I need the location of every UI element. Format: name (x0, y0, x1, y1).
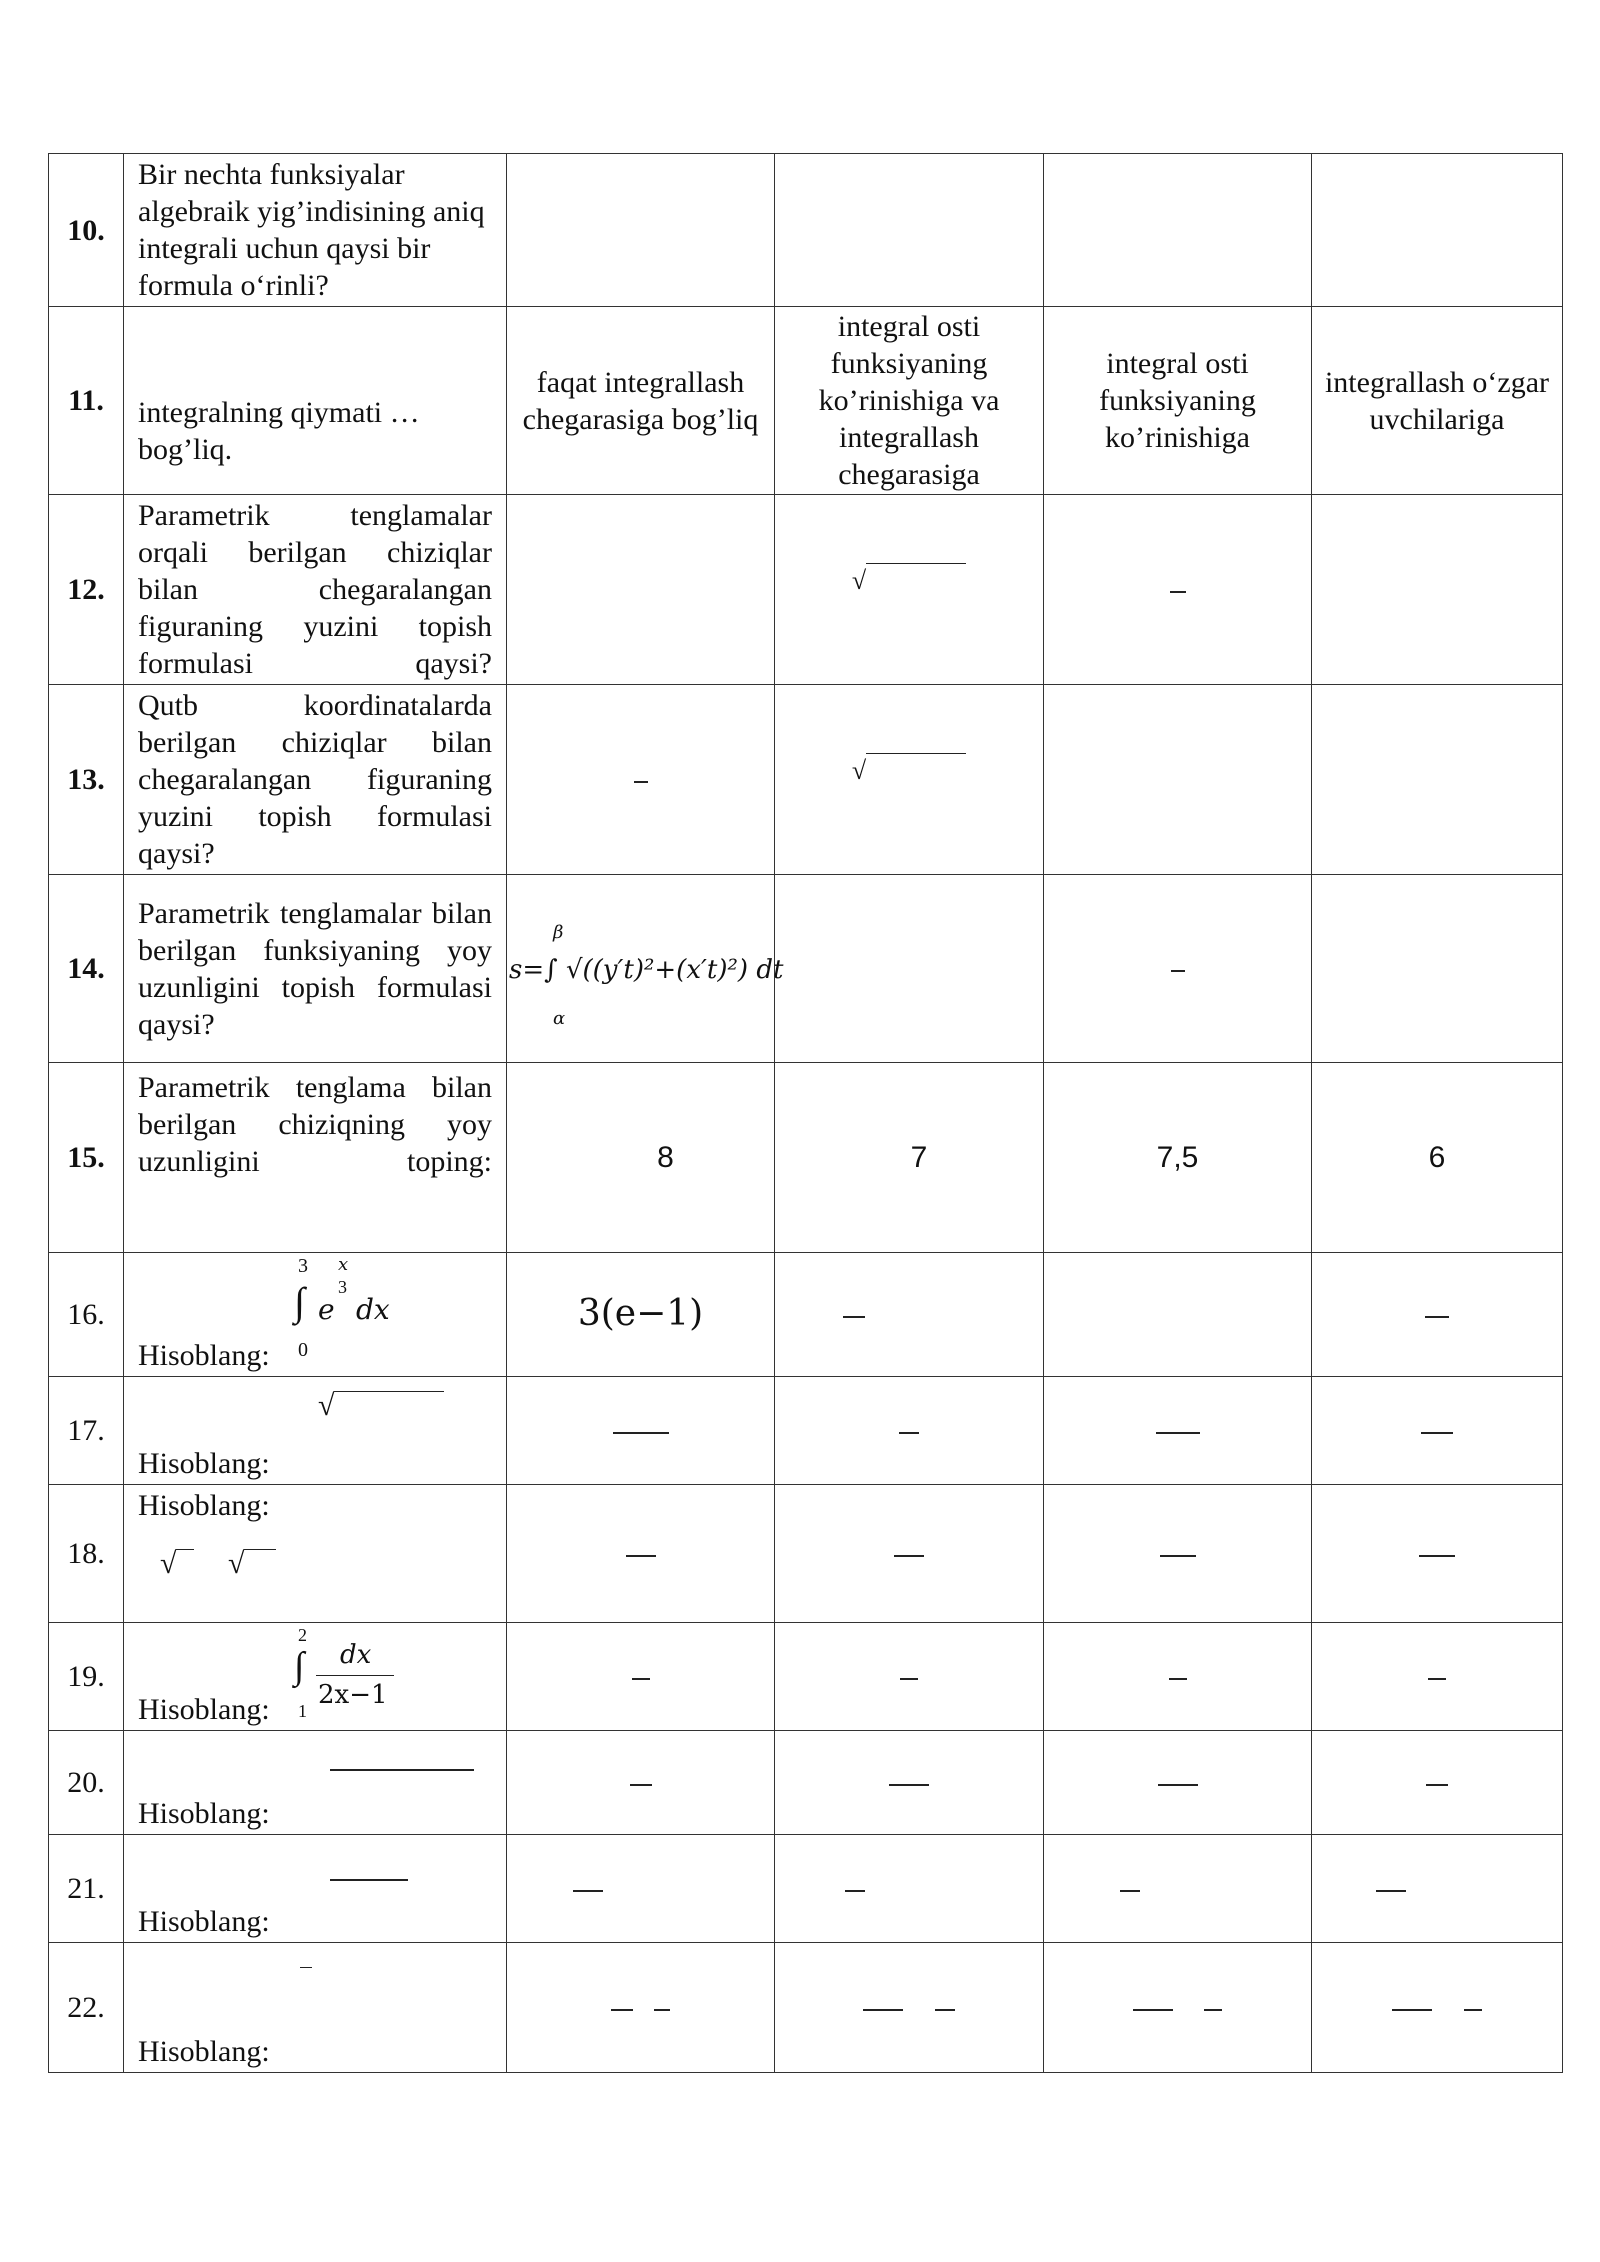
table-row (49, 1253, 1563, 1377)
table-row (49, 1485, 1563, 1623)
question-number: 12. (49, 495, 124, 685)
integral-differential: dx (356, 1293, 390, 1326)
fraction-numerator: dx (340, 1640, 372, 1670)
fraction-bar (316, 1675, 394, 1676)
answer-c: 7,5 (1044, 1063, 1312, 1253)
dash-mark (634, 781, 648, 783)
answer-d (1312, 1623, 1563, 1731)
answer-a (507, 1377, 775, 1485)
dash-mark (632, 1678, 650, 1680)
integral-lower-limit: α (553, 1007, 566, 1029)
dash-mark (1169, 1678, 1187, 1680)
answer-a (507, 1731, 775, 1835)
question-label: Hisoblang: (138, 1693, 270, 1726)
dash-mark (889, 1784, 929, 1786)
table-row (49, 1623, 1563, 1731)
dash-mark (1133, 2009, 1173, 2011)
integral-sign: ∫ (294, 1645, 305, 1687)
answer-d (1312, 154, 1563, 307)
table-row (49, 1731, 1563, 1835)
question-number: 10. (49, 154, 124, 307)
question-number: 21. (49, 1835, 124, 1943)
dash-mark (611, 2009, 633, 2011)
question-text: Bir nechta funksiyalar algebraik yig’indisining aniq integrali uchun qaysi bir formula o‘rinli? (124, 154, 507, 307)
sqrt-symbol: √ (318, 1387, 444, 1424)
answer-c (1044, 1731, 1312, 1835)
answer-c: integral osti funksiyaning ko’rinishiga (1044, 307, 1312, 495)
question-label: integralning qiymati … bog’liq. (138, 396, 420, 466)
answer-a (507, 1623, 775, 1731)
table-row (49, 1377, 1563, 1485)
dash-mark (613, 1432, 669, 1434)
question-text (124, 1623, 507, 1731)
dash-mark (1425, 1316, 1449, 1318)
answer-c (1044, 875, 1312, 1063)
integral-sign: ∫ (294, 1279, 305, 1324)
bar-mark (300, 1967, 312, 1968)
table-row (49, 307, 1563, 495)
question-text (124, 1731, 507, 1835)
question-text: Qutb koordinatalarda berilgan chiziqlar bilan chegaralangan figuraning yuzini topish formulasi qaysi? (124, 685, 507, 875)
answer-c (1044, 495, 1312, 685)
answer-a (507, 1485, 775, 1623)
dash-mark (1376, 1890, 1406, 1892)
table-row (49, 495, 1563, 685)
question-number: 16. (49, 1253, 124, 1377)
table-row (49, 154, 1563, 307)
sqrt-symbol: √ (228, 1545, 276, 1582)
question-label: Hisoblang: (138, 1797, 270, 1830)
question-text (124, 1485, 507, 1623)
answer-a (507, 875, 784, 1063)
formula-body: s=∫ √((y′t)²+(x′t)²) dt (509, 954, 784, 985)
dash-mark (1419, 1555, 1455, 1557)
dash-mark (935, 2009, 955, 2011)
answer-b (775, 495, 1044, 685)
question-number: 20. (49, 1731, 124, 1835)
answer-a (507, 685, 775, 875)
table-row (49, 875, 1563, 1063)
answer-c (1044, 1835, 1312, 1943)
question-text (124, 1943, 507, 2073)
quiz-table (48, 153, 1563, 2073)
dash-mark (1170, 591, 1186, 593)
question-label: Hisoblang: (138, 1905, 270, 1938)
answer-d (1312, 1253, 1563, 1377)
question-text (124, 1063, 507, 1253)
answer-a (507, 495, 775, 685)
answer-d: integrallash o‘zgaruvchilariga (1312, 307, 1563, 495)
dash-mark (654, 2009, 670, 2011)
answer-b (775, 1253, 1044, 1377)
exponent-denominator: 3 (338, 1277, 347, 1297)
dash-mark (1204, 2009, 1222, 2011)
answer-a (507, 1835, 775, 1943)
fraction-bar (330, 1879, 408, 1881)
question-label: Hisoblang: (138, 1447, 270, 1480)
dash-mark (894, 1555, 924, 1557)
question-number: 14. (49, 875, 124, 1063)
dash-mark (899, 1432, 919, 1434)
answer-value: 3(e−1) (577, 1293, 704, 1334)
answer-b (775, 875, 1044, 1063)
dash-mark (1120, 1890, 1140, 1892)
answer-b (775, 1623, 1044, 1731)
dash-mark (900, 1678, 918, 1680)
table-row (49, 685, 1563, 875)
question-number: 19. (49, 1623, 124, 1731)
answer-a: 8 (507, 1063, 775, 1253)
dash-mark (1156, 1432, 1200, 1434)
dash-mark (843, 1316, 865, 1318)
table-row (49, 1063, 1563, 1253)
answer-b (775, 1377, 1044, 1485)
answer-c (1044, 154, 1312, 307)
table-row (49, 1835, 1563, 1943)
answer-b (775, 1943, 1044, 2073)
answer-b (775, 685, 1044, 875)
arc-length-formula (509, 914, 784, 1029)
question-number: 17. (49, 1377, 124, 1485)
integral-upper-limit: β (553, 921, 564, 943)
sqrt-symbol: √ (852, 756, 966, 785)
dash-mark (1464, 2009, 1482, 2011)
question-number: 13. (49, 685, 124, 875)
answer-b (775, 1731, 1044, 1835)
answer-c (1044, 1943, 1312, 2073)
question-text: Parametrik tenglamalar bilan berilgan funksiyaning yoy uzunligini topish formulasi qaysi? (124, 875, 507, 1063)
dash-mark (1160, 1555, 1196, 1557)
question-number: 22. (49, 1943, 124, 2073)
answer-a (507, 1253, 775, 1377)
answer-a (507, 1943, 775, 2073)
dash-mark (1428, 1678, 1446, 1680)
dash-mark (863, 2009, 903, 2011)
integral-expression (294, 1625, 414, 1725)
answer-b (775, 1485, 1044, 1623)
answer-c (1044, 1485, 1312, 1623)
answer-c (1044, 1623, 1312, 1731)
dash-mark (1158, 1784, 1198, 1786)
answer-d (1312, 685, 1563, 875)
dash-mark (626, 1555, 656, 1557)
question-number: 15. (49, 1063, 124, 1253)
answer-d (1312, 875, 1563, 1063)
dash-mark (573, 1890, 603, 1892)
fraction-bar (330, 1769, 474, 1771)
question-number: 18. (49, 1485, 124, 1623)
answer-d: 6 (1312, 1063, 1563, 1253)
dash-mark (1171, 970, 1185, 972)
question-label: Hisoblang: (138, 1339, 270, 1372)
answer-a: faqat integrallash chegarasiga bog’liq (507, 307, 775, 495)
answer-d (1312, 1943, 1563, 2073)
fraction-denominator: 2x−1 (318, 1680, 388, 1710)
answer-c (1044, 685, 1312, 875)
answer-c (1044, 1377, 1312, 1485)
dash-mark (1421, 1432, 1453, 1434)
dash-mark (1426, 1784, 1448, 1786)
exponent-numerator: x (338, 1254, 349, 1275)
question-text (124, 1253, 507, 1377)
question-text (124, 307, 507, 495)
integral-lower-limit: 0 (298, 1339, 308, 1361)
answer-b (775, 1835, 1044, 1943)
sqrt-symbol: √ (852, 566, 966, 595)
answer-b: 7 (775, 1063, 1044, 1253)
integral-upper-limit: 3 (298, 1255, 308, 1277)
integral-upper-limit: 2 (298, 1625, 307, 1645)
dash-mark (845, 1890, 865, 1892)
integral-base: e (318, 1293, 335, 1326)
answer-d (1312, 1835, 1563, 1943)
sqrt-symbol: √ (160, 1545, 194, 1582)
question-label: Hisoblang: (138, 2035, 270, 2068)
answer-b (775, 154, 1044, 307)
question-label: Parametrik tenglama bilan berilgan chiziqning yoy uzunligini toping: (138, 1071, 492, 1178)
answer-a (507, 154, 775, 307)
integral-lower-limit: 1 (298, 1701, 307, 1721)
answer-b: integral osti funksiyaning ko’rinishiga va integrallash chegarasiga (775, 307, 1044, 495)
question-number: 11. (49, 307, 124, 495)
question-text (124, 1377, 507, 1485)
table-row (49, 1943, 1563, 2073)
question-text (124, 1835, 507, 1943)
integral-expression (294, 1255, 414, 1365)
dash-mark (630, 1784, 652, 1786)
answer-d (1312, 1485, 1563, 1623)
answer-c (1044, 1253, 1312, 1377)
question-text: Parametrik tenglamalar orqali berilgan chiziqlar bilan chegaralangan figuraning yuzini topish formulasi qaysi? (124, 495, 507, 685)
dash-mark (1392, 2009, 1432, 2011)
answer-d (1312, 495, 1563, 685)
answer-d (1312, 1377, 1563, 1485)
answer-d (1312, 1731, 1563, 1835)
question-label: Hisoblang: (138, 1489, 270, 1522)
